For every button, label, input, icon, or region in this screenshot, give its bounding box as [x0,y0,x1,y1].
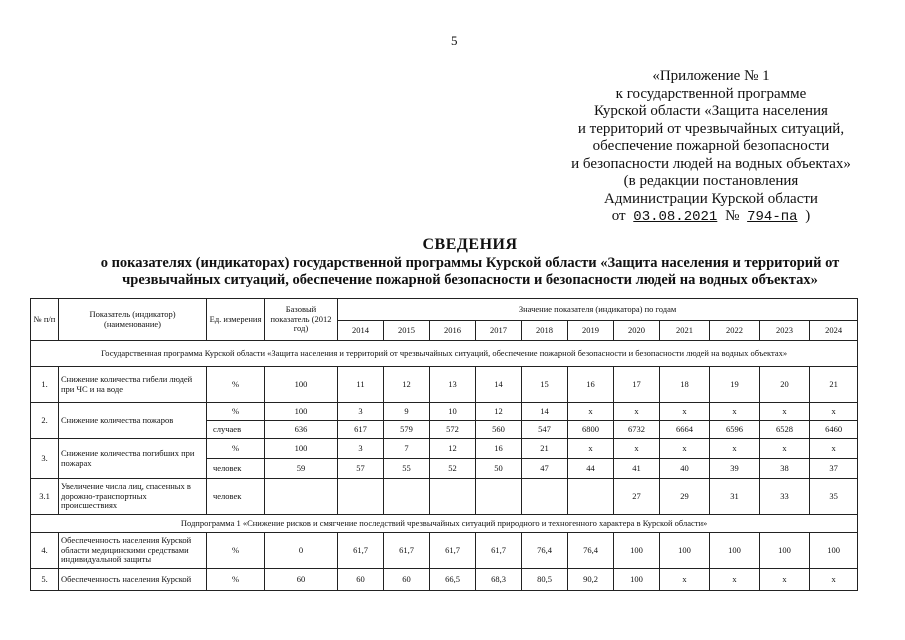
row-value: 40 [660,459,710,479]
header-year: 2014 [338,321,384,341]
row-value: 27 [614,479,660,515]
row-value: 37 [810,459,858,479]
header-values-group: Значение показателя (индикатора) по годам [338,299,858,321]
header-row [31,299,858,321]
row-value: 6596 [710,421,760,439]
row-value: 55 [384,459,430,479]
row-value: 35 [810,479,858,515]
row-value [522,479,568,515]
row-value: 57 [338,459,384,479]
row-value: 41 [614,459,660,479]
row-value: x [660,403,710,421]
document-title: СВЕДЕНИЯ [422,236,518,253]
row-indicator: Обеспеченность населения Курской [59,569,207,591]
row-value: x [614,403,660,421]
header-year: 2017 [476,321,522,341]
appendix-line: «Приложение № 1 [652,68,770,84]
header-base: Базовый показатель (2012 год) [265,299,338,341]
row-value [338,479,384,515]
row-value: 100 [760,533,810,569]
header-year: 2016 [430,321,476,341]
row-value: 18 [660,367,710,403]
row-value: x [760,403,810,421]
row-num: 5. [31,569,59,591]
section-row [31,515,858,533]
row-value: 17 [614,367,660,403]
row-value: 100 [710,533,760,569]
row-value: 19 [710,367,760,403]
subtitle-line: о показателях (индикаторах) государственной программы Курской области «Защита населения и территорий от [100,255,840,271]
row-unit: случаев [207,421,265,439]
row-indicator: Снижение количества погибших при пожарах [59,439,207,479]
row-value: 11 [338,367,384,403]
row-value: 547 [522,421,568,439]
appendix-line: Курской области «Защита населения [594,103,828,119]
row-value: 76,4 [568,533,614,569]
row-value: 100 [614,569,660,591]
row-value: 15 [522,367,568,403]
row-base: 100 [265,403,338,421]
row-value: 16 [568,367,614,403]
row-num: 3. [31,439,59,479]
header-num: № п/п [31,299,59,341]
row-indicator: Увеличение числа лиц, спасенных в дорожно-транспортных происшествиях [59,479,207,515]
row-value [568,479,614,515]
row-value: 579 [384,421,430,439]
row-indicator: Снижение количества гибели людей при ЧС и на воде [59,367,207,403]
row-value: 617 [338,421,384,439]
row-value: 90,2 [568,569,614,591]
table-row [31,367,858,403]
row-unit: человек [207,479,265,515]
row-base: 59 [265,459,338,479]
row-value: 3 [338,403,384,421]
row-value: 7 [384,439,430,459]
section-title: Подпрограмма 1 «Снижение рисков и смягчение последствий чрезвычайных ситуаций природного и техногенного характера в Курской области» [31,515,858,533]
number-prefix: № [725,208,740,224]
appendix-line: обеспечение пожарной безопасности [592,138,830,154]
header-year: 2021 [660,321,710,341]
row-value: 14 [476,367,522,403]
appendix-line: и безопасности людей на водных объектах» [571,155,851,172]
subtitle-line: чрезвычайных ситуаций, обеспечение пожарной безопасности и безопасности людей на водных объектах» [122,272,818,288]
row-num: 4. [31,533,59,569]
document-heading [40,236,900,289]
row-value: x [810,403,858,421]
row-value: 80,5 [522,569,568,591]
row-value: x [568,439,614,459]
row-base [265,479,338,515]
header-year: 2015 [384,321,430,341]
row-value: 61,7 [384,533,430,569]
row-value: x [810,569,858,591]
appendix-date-line [556,208,866,227]
row-unit: % [207,403,265,421]
row-value: 68,3 [476,569,522,591]
appendix-line: Администрации Курской области [604,190,818,207]
page-number: 5 [451,33,458,48]
closing-paren: ) [805,208,811,224]
row-value: 14 [522,403,568,421]
row-unit: % [207,569,265,591]
table-row [31,403,858,421]
row-value: 38 [760,459,810,479]
row-value: 60 [384,569,430,591]
row-base: 636 [265,421,338,439]
appendix-line: и территорий от чрезвычайных ситуаций, [577,120,845,137]
row-value: 21 [810,367,858,403]
header-unit: Ед. измерения [207,299,265,341]
document-subtitle [40,255,900,289]
row-value: 6528 [760,421,810,439]
row-value: 47 [522,459,568,479]
section-title: Государственная программа Курской области «Защита населения и территорий от чрезвычайных ситуаций, обеспечение пожарной безопасности и безопасности людей на водных объектах» [31,341,858,367]
table-row [31,479,858,515]
header-year: 2020 [614,321,660,341]
row-value: 100 [810,533,858,569]
header-year: 2019 [568,321,614,341]
row-value [430,479,476,515]
row-value: 60 [338,569,384,591]
row-base: 0 [265,533,338,569]
table-row [31,439,858,459]
row-value: 61,7 [338,533,384,569]
header-year: 2024 [810,321,858,341]
row-num: 2. [31,403,59,439]
row-base: 100 [265,367,338,403]
row-value: 6460 [810,421,858,439]
row-num: 3.1 [31,479,59,515]
row-value: 6732 [614,421,660,439]
section-row [31,341,858,367]
row-value: 560 [476,421,522,439]
row-value: x [614,439,660,459]
appendix-line: к государственной программе [615,85,807,102]
row-unit: % [207,367,265,403]
row-value: 20 [760,367,810,403]
appendix-block [556,68,866,227]
row-indicator: Обеспеченность населения Курской области медицинскими средствами индивидуальной защиты [59,533,207,569]
row-value: 12 [476,403,522,421]
appendix-line: (в редакции постановления [623,173,799,189]
row-value: x [660,439,710,459]
row-value: 16 [476,439,522,459]
row-value: x [760,439,810,459]
row-value: x [710,439,760,459]
row-value: 66,5 [430,569,476,591]
header-year: 2022 [710,321,760,341]
row-value: x [660,569,710,591]
decree-date: 03.08.2021 [633,209,718,225]
row-value: 31 [710,479,760,515]
row-unit: человек [207,459,265,479]
row-value: 61,7 [430,533,476,569]
indicators-table [30,298,858,591]
row-value: 6664 [660,421,710,439]
row-value: x [710,403,760,421]
table-row [31,533,858,569]
row-value: 10 [430,403,476,421]
table-row [31,569,858,591]
row-value: 76,4 [522,533,568,569]
row-value: 9 [384,403,430,421]
row-value: 6800 [568,421,614,439]
row-value: x [760,569,810,591]
row-base: 100 [265,439,338,459]
row-value: 50 [476,459,522,479]
row-value: 12 [384,367,430,403]
row-unit: % [207,533,265,569]
row-value: 21 [522,439,568,459]
row-value: x [568,403,614,421]
row-value [476,479,522,515]
row-value: 100 [660,533,710,569]
row-value: 572 [430,421,476,439]
decree-number: 794-па [747,209,798,225]
row-value: 61,7 [476,533,522,569]
date-prefix: от [611,208,626,224]
row-value: 44 [568,459,614,479]
row-value: 39 [710,459,760,479]
header-year: 2023 [760,321,810,341]
row-value: 3 [338,439,384,459]
row-value: 52 [430,459,476,479]
header-indicator: Показатель (индикатор) (наименование) [59,299,207,341]
row-value: 13 [430,367,476,403]
row-value: x [710,569,760,591]
row-indicator: Снижение количества пожаров [59,403,207,439]
row-value: 33 [760,479,810,515]
row-base: 60 [265,569,338,591]
row-value: 12 [430,439,476,459]
row-value: 29 [660,479,710,515]
header-year: 2018 [522,321,568,341]
row-value: x [810,439,858,459]
row-value [384,479,430,515]
row-value: 100 [614,533,660,569]
row-unit: % [207,439,265,459]
row-num: 1. [31,367,59,403]
